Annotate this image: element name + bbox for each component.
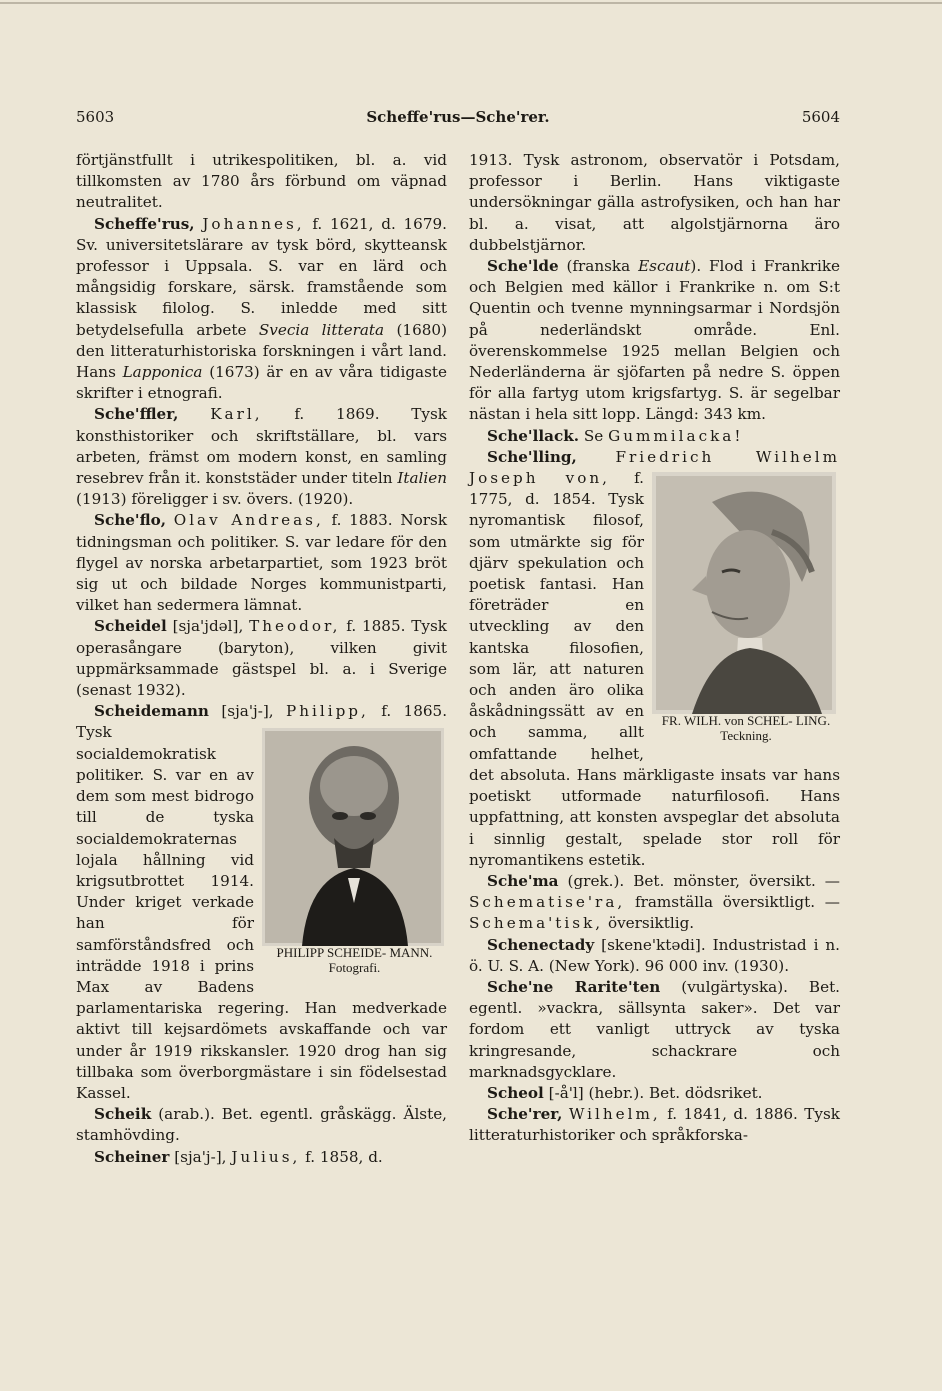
schelling-figure <box>652 472 840 744</box>
entry-scheffler: Sche'ffler, Karl, f. 1869. Tysk konsthistoriker och skriftställare, bl. vars arbeten, främst om modern konst, en samling resebrev från it. konststäder under titeln Italien (1913) föreligger i sv. övers. (1920). <box>76 405 448 509</box>
headword: Sche'ffler, <box>94 405 179 424</box>
page-number-left: 5603 <box>76 108 115 126</box>
entry-scheik: Scheik (arab.). Bet. egentl. gråskägg. Älste, stamhövding. <box>76 1105 448 1145</box>
entry-schene-rariteten: Sche'ne Rarite'ten (vulgärtyska). Bet. egentl. »vackra, sällsynta saker». Det var fordom ett vanligt uttryck av tyska kringresande, schackrare och marknadsgycklare. <box>469 977 841 1081</box>
headword: Sche'lling, <box>487 447 577 466</box>
entry-continuation: förtjänstfullt i utrikespolitiken, bl. a. vid tillkomsten av 1780 års förbund om väpnad neutralitet. <box>76 151 447 212</box>
schelling-portrait <box>652 472 836 714</box>
headword: Sche'llack. <box>487 426 580 445</box>
entry-schelde: Sche'lde (franska Escaut). Flod i Frankrike och Belgien med källor i Frankrike n. om S:t Quentin och tvenne mynningsarmar i Nordsjön på nederländskt område. Enl. överenskommelse 1925 mellan Belgien och Nederländerna är sjöfarten på nedre S. öppen för alla fartyg utom krigsfartyg. S. är segelbar nästan i hela sitt lopp. Längd: 343 km. <box>469 257 841 424</box>
page-header <box>76 108 840 132</box>
entry-schefferus: Scheffe'rus, Johannes, f. 1621, d. 1679. Sv. universitetslärare av tysk börd, skytteansk professor i Uppsala. S. var en lärd och mångsidig forskare, särsk. framstående som klassisk filolog. S. inledde med sitt betydelsefulla arbete Svecia litterata (1680) den litteraturhistoriska forskningen i vårt land. Hans Lapponica (1673) är en av våra tidigaste skrifter i etnografi. <box>76 214 448 403</box>
left-column <box>76 150 447 1168</box>
figure-caption: PHILIPP SCHEIDE- MANN. Fotografi. <box>276 945 433 976</box>
headword: Sche'ma <box>487 871 559 890</box>
headword: Sche'flo, <box>94 511 167 530</box>
headword: Scheiner <box>94 1147 170 1166</box>
entry-scherer: Sche'rer, Wilhelm, f. 1841, d. 1886. Tysk litteraturhistoriker och språkforska- <box>469 1105 840 1145</box>
entry-schelling: Sche'lling, Friedrich Wilhelm Joseph von, FR. WILH. von SCHEL- LING. Teckning. f. 1775, d. 1854. Tysk nyromantisk filosof, som utmärkte sig för djärv spekulation och poetisk fantasi. Han företräder en utveckling av den kantska filosofien, som lär, att naturen och anden äro olika åskådningssätt av en och samma, allt omfattande helhet, det absoluta. Hans märkligaste insats var hans poetiskt utformade naturfilosofi. Hans uppfattning, att konsten avspeglar det absoluta i sinnlig gestalt, spelade stor roll för nyromantikens estetik. <box>469 447 840 869</box>
entry-scheiner: Scheiner [sja'j-], Julius, f. 1858, d. <box>94 1147 383 1166</box>
entry-scheol: Scheol [-å'l] (hebr.). Bet. dödsriket. <box>487 1083 763 1102</box>
entry-scheidemann: Scheidemann [sja'j-], Philipp, PHILIPP SCHEIDE- MANN. Fotografi. f. 1865. Tysk socialdemokratisk politiker. S. var en av dem som mest bidrogo till de tyska socialdemokraternas lojala hållning vid krigsutbrottet 1914. Under kriget verkade han för samförståndsfred och inträdde 1918 i prins Max av Badens parlamentariska regering. Han medverkade aktivt till kejsardömets avskaffande och var under år 1919 rikskansler. 1920 drog han sig tillbaka som överborgmästare i sin födelsestad Kassel. <box>76 702 448 1102</box>
running-title: Scheffe'rus—Sche'rer. <box>366 108 550 126</box>
page-number-right: 5604 <box>801 108 840 126</box>
headword: Scheffe'rus, <box>94 214 195 233</box>
scheidemann-portrait <box>262 728 444 946</box>
headword: Scheol <box>487 1083 544 1102</box>
headword: Sche'ne Rarite'ten <box>487 977 661 996</box>
headword: Scheik <box>94 1105 152 1124</box>
headword: Sche'rer, <box>487 1105 563 1124</box>
right-column <box>469 150 840 1147</box>
headword: Scheidemann <box>94 702 209 721</box>
entry-schema: Sche'ma (grek.). Bet. mönster, översikt. — Schematise'ra, framställa översiktligt. — Schema'tisk, översiktlig. <box>469 871 840 933</box>
headword: Schenectady <box>487 935 595 954</box>
headword: Scheidel <box>94 617 167 636</box>
entry-schenectady: Schenectady [skene'ktədi]. Industristad i n. ö. U. S. A. (New York). 96 000 inv. (1930). <box>469 935 841 975</box>
figure-caption: FR. WILH. von SCHEL- LING. Teckning. <box>661 713 831 744</box>
top-border <box>0 2 942 4</box>
entry-scheflo: Sche'flo, Olav Andreas, f. 1883. Norsk tidningsman och politiker. S. var ledare för den flygel av norska arbetarpartiet, som 1923 bröt sig ut och bildade Norges kommunistparti, vilket han sedermera lämnat. <box>76 511 448 615</box>
scheidemann-figure <box>262 728 447 976</box>
entry-scheidel: Scheidel [sja'jdəl], Theodor, f. 1885. Tysk operasångare (baryton), vilken givit uppmärksammade gästspel bl. a. i Sverige (senast 1932). <box>76 617 447 700</box>
headword: Sche'lde <box>487 257 559 276</box>
entry-schellack: Sche'llack. Se Gummilacka! <box>487 426 744 445</box>
entry-continuation: 1913. Tysk astronom, observatör i Potsdam, professor i Berlin. Hans viktigaste undersökningar gälla astrofysiken, och han har bl. a. visat, att algolstjärnorna äro dubbelstjärnor. <box>469 151 840 254</box>
